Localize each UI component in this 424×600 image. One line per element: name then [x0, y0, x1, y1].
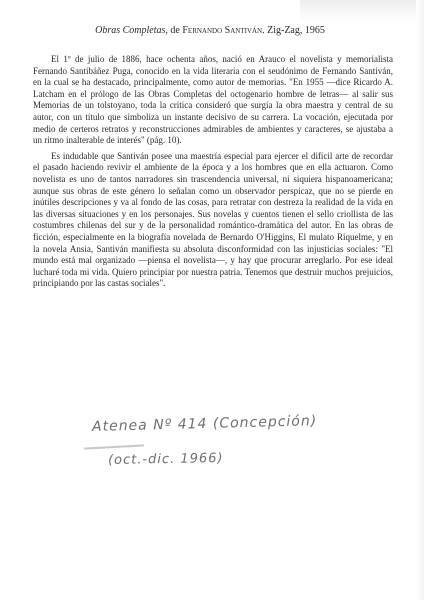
pencil-stroke [84, 444, 144, 449]
scan-shadow-right [416, 0, 424, 600]
bibliographic-header [40, 24, 380, 38]
header-title: Obras Completas, [95, 25, 168, 36]
header-author: Fernando Santiván. [182, 25, 265, 36]
header-publisher-year: Zig-Zag, 1965 [267, 25, 325, 36]
scan-shadow-top [300, 0, 424, 22]
paragraph-2: Es indudable que Santiván posee una maestría especial para ejercer el difícil arte de recordar el pasado haciendo revivir el ambiente de la época y a los hombres que en ella actuaron. Como novelista es uno de tantos narradores sin trascendencia universal, ni siquiera hispanoamericana; aunque sus obras de este género lo señalan como un observador perspicaz, que no se pierde en inútiles descripciones y va al fondo de las cosas, para retratar con destreza la realidad de la vida en las diversas situaciones y en los personajes. Sus novelas y cuentos tienen el sello criollista de las costumbres chilenas del sur y de la personalidad romántico-dramática del autor. En las obras de ficción, especialmente en la biografía novelada de Bernardo O'Higgins, El mulato Riquelme, y en la novela Ansia, Santiván manifiesta su absoluta disconformidad con las injusticias sociales: "El mundo está mal organizado —piensa el novelista—, y hay que procurar arreglarlo. Por ese ideal lucharé toda mi vida. Quiero principiar por nuestra patria. Tenemos que destruir muchos prejuicios, principiando por las castas sociales". [33, 150, 393, 289]
review-body [33, 54, 393, 290]
header-de: de [170, 25, 180, 36]
handwritten-date: (oct.-dic. 1966) [107, 450, 224, 469]
paragraph-1: El 1º de julio de 1886, hace ochenta años, nació en Arauco el novelista y memorialista Fernando Santibáñez Puga, conocido en la vida literaria con el seudónimo de Fernando Santiván, en la cual se ha destacado, principalmente, como autor de memorias. "En 1955 —dice Ricardo A. Latcham en el prólogo de las Obras Completas del octogenario hombre de letras— al salir sus Memorias de un tolstoyano, toda la crítica consideró que surgía la obra maestra y central de su autor, con un título que simboliza un instante decisivo de su carrera. La vocación, ejecutada por medio de certeros retratos y reconstrucciones admirables de ambientes y caracteres, se ajustaba a un ritmo inalterable de interés" (pág. 10). [33, 54, 393, 146]
handwritten-citation: Atenea Nº 414 (Concepción) [91, 413, 318, 435]
